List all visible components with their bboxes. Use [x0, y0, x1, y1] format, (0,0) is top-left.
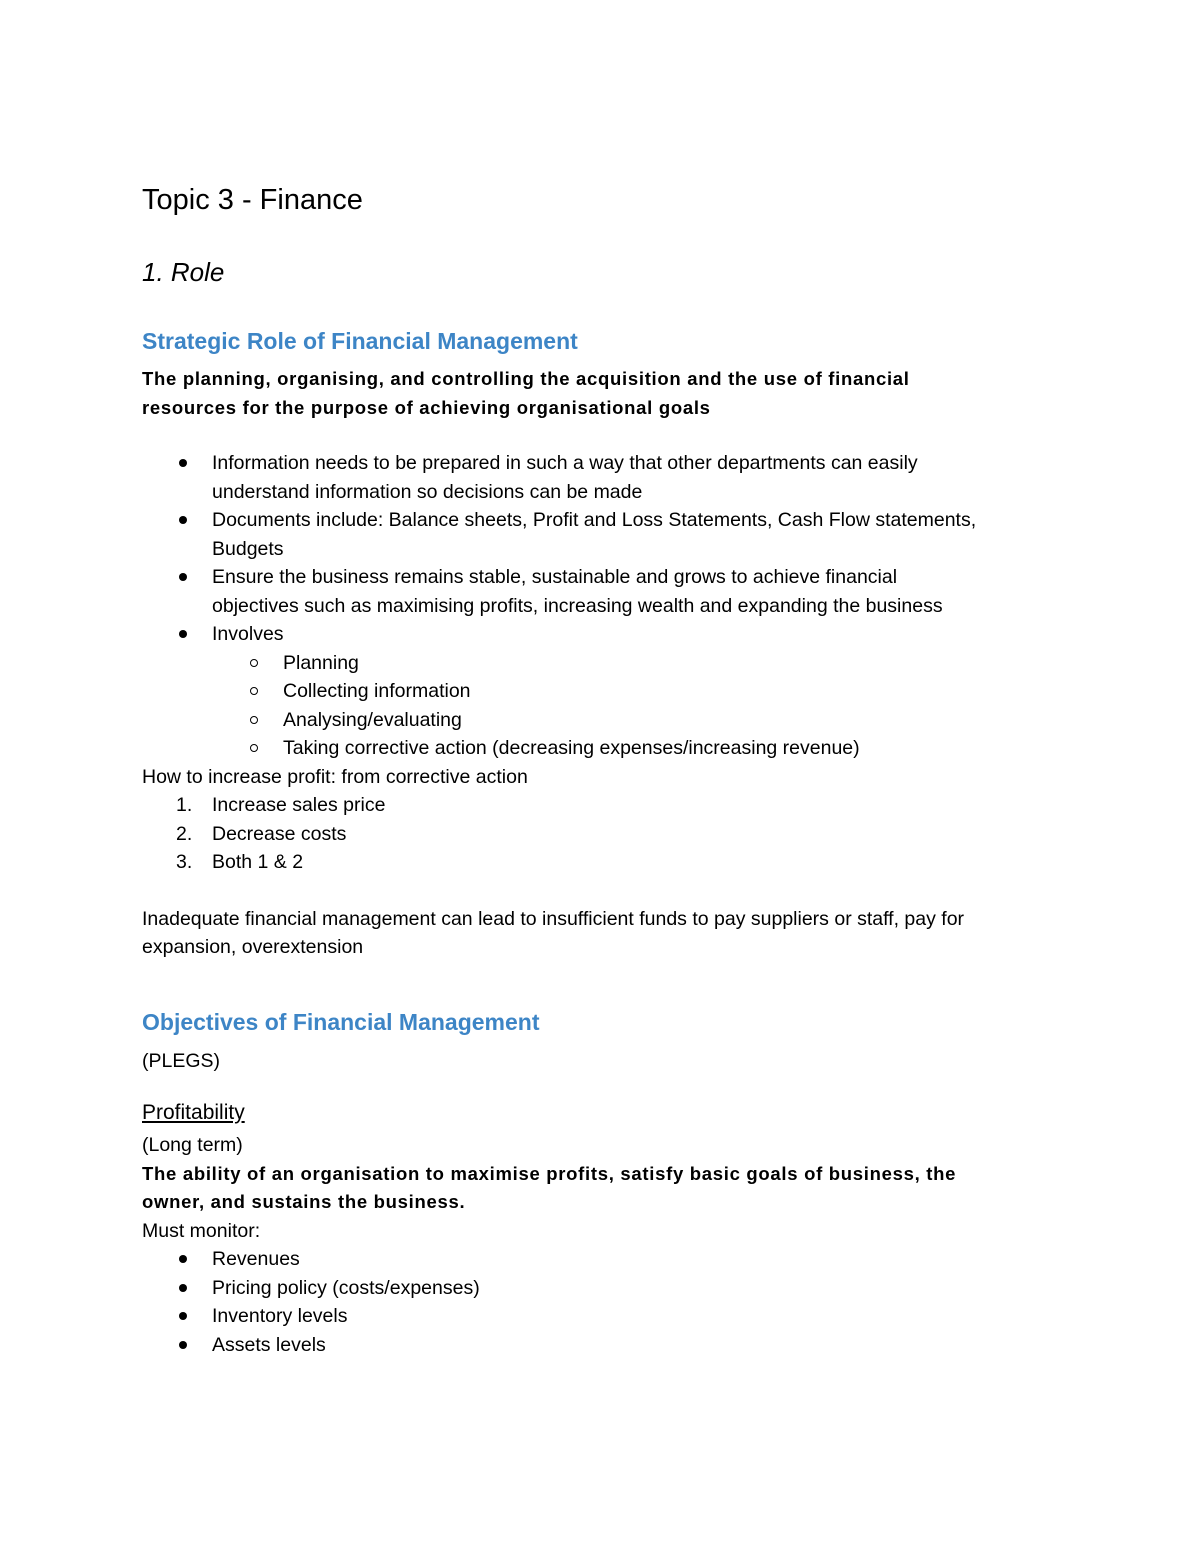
bullet-disc-icon [179, 516, 187, 524]
bullet-circle-icon [250, 687, 258, 695]
section-heading-objectives: Objectives of Financial Management [142, 1008, 540, 1035]
numbered-list-item: 2. Decrease costs [142, 820, 1072, 849]
sub-list-item: Analysing/evaluating [142, 706, 1072, 735]
list-number: 3. [176, 851, 193, 873]
numbered-list-item: 3. Both 1 & 2 [142, 848, 1072, 877]
subheading-profitability: Profitability [142, 1101, 245, 1124]
monitor-bullet-list [142, 1245, 1072, 1359]
numbered-list-item: 1. Increase sales price [142, 791, 1072, 820]
inadequate-management-paragraph: Inadequate financial management can lead to insufficient funds to pay suppliers or staff, pay for expansion, overextension [142, 907, 965, 958]
list-item: Pricing policy (costs/expenses) [142, 1274, 1072, 1303]
bullet-disc-icon [179, 630, 187, 638]
acronym-text: (PLEGS) [142, 1049, 221, 1072]
list-item: Ensure the business remains stable, sustainable and grows to achieve financial objectives such as maximising profits, increasing wealth and expanding the business [142, 563, 1072, 620]
profitability-definition: The ability of an organisation to maximise profits, satisfy basic goals of business, the owner, and sustains the business. [142, 1162, 957, 1212]
term-text: (Long term) [142, 1134, 243, 1156]
list-number: 1. [176, 794, 193, 816]
list-item: Documents include: Balance sheets, Profit and Loss Statements, Cash Flow statements, Budgets [142, 506, 1072, 563]
bullet-disc-icon [179, 1341, 187, 1349]
document-content [142, 178, 1072, 1359]
bullet-disc-icon [179, 573, 187, 581]
document-subtitle: 1. Role [142, 257, 225, 287]
list-item: Revenues [142, 1245, 1072, 1274]
list-item: Assets levels [142, 1331, 1072, 1360]
document-title: Topic 3 - Finance [142, 184, 363, 216]
list-item: Involves [142, 620, 1072, 649]
bullet-disc-icon [179, 1284, 187, 1292]
definition-paragraph [142, 365, 1072, 422]
monitor-intro-text: Must monitor: [142, 1219, 261, 1242]
list-item: Inventory levels [142, 1302, 1072, 1331]
profit-intro-text: How to increase profit: from corrective action [142, 765, 528, 788]
definition-line: resources for the purpose of achieving organisational goals [142, 396, 711, 418]
sub-list-item: Planning [142, 649, 1072, 678]
role-bullet-list [142, 449, 1072, 763]
section-heading-strategic-role: Strategic Role of Financial Management [142, 328, 578, 354]
bullet-circle-icon [250, 659, 258, 667]
list-item: Information needs to be prepared in such a way that other departments can easily understand information so decisions can be made [142, 449, 1072, 506]
bullet-disc-icon [179, 459, 187, 467]
sub-list-item: Collecting information [142, 677, 1072, 706]
bullet-circle-icon [250, 744, 258, 752]
definition-line: The planning, organising, and controlling the acquisition and the use of financial [142, 368, 910, 389]
sub-list-item: Taking corrective action (decreasing expenses/increasing revenue) [142, 734, 1072, 763]
profit-steps-list [142, 791, 1072, 877]
bullet-disc-icon [179, 1255, 187, 1263]
bullet-disc-icon [179, 1312, 187, 1320]
bullet-circle-icon [250, 716, 258, 724]
list-number: 2. [176, 822, 193, 845]
